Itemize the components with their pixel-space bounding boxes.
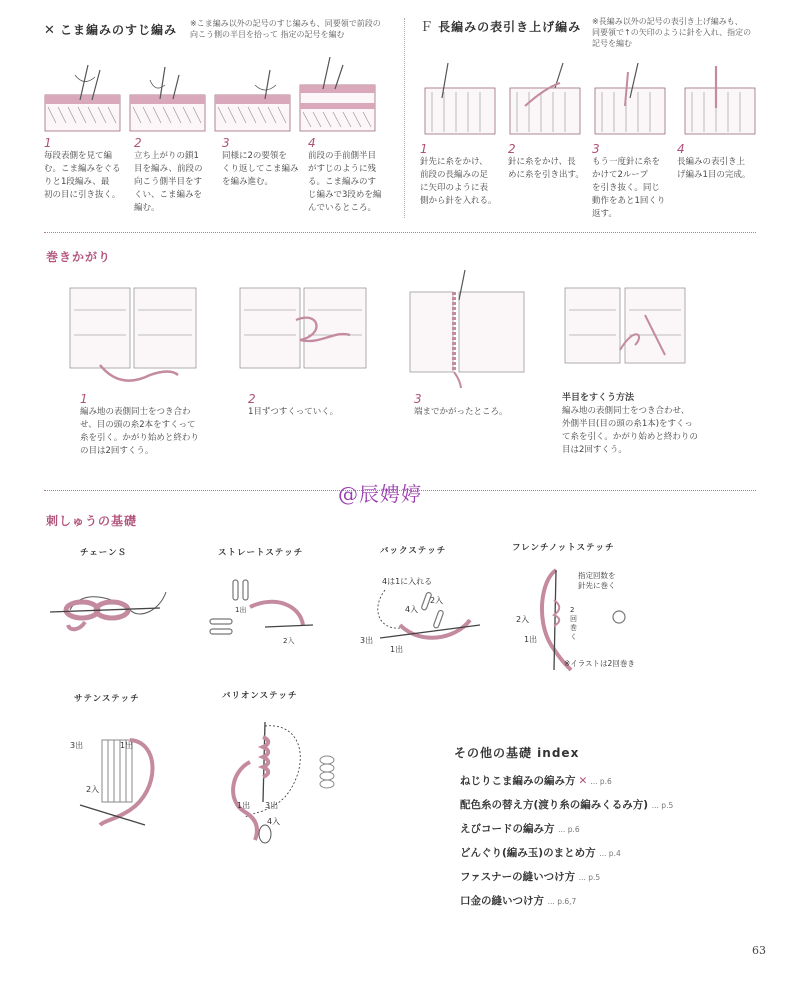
bullion-out3-label: 3出 (265, 801, 279, 810)
back-stitch-illustration (360, 570, 490, 665)
back-in2-label: 2入 (430, 596, 444, 605)
back-out3-label: 3出 (360, 636, 374, 645)
index-box (454, 744, 774, 917)
sec3-step-3: 3 端までかがったところ。 (414, 392, 508, 417)
half-method-title: 半目をすくう方法 (562, 393, 635, 403)
straight-stitch-label: ストレートステッチ (218, 548, 304, 558)
divider-1 (44, 232, 756, 233)
index-item[interactable]: えびコードの編み方 ... p.6 (460, 823, 580, 835)
index-item[interactable]: 口金の縫いつけ方 ... p.6,7 (460, 895, 577, 907)
straight-out1-label: 1出 (235, 606, 247, 614)
watermark-signature: @辰娉婷 (338, 482, 422, 506)
sec3-step-1: 1 編み地の表側同士をつき合わ せ、目の頭の糸2本をすくって 糸を引く。かがり始めと終わり の目は2回すくう。 (80, 392, 199, 456)
sec1-swatch-illustrations (40, 55, 400, 135)
bullion-stitch-illustration (215, 712, 355, 852)
straight-stitch-illustration (205, 575, 315, 655)
index-title: その他の基礎 index (454, 746, 580, 760)
twisted-sc-symbol-icon: ✕ (578, 775, 588, 787)
wrap-count-2: 回 (570, 615, 577, 623)
wrap-count-1: 2 (570, 606, 575, 614)
sec1-step-2: 2 立ち上がりの鎖1 目を編み、前段の 向こう側半目をす くい、こま編みを 編む。 (134, 136, 203, 213)
sec1-step-1: 1 毎段表側を見て編 む。こま編みをぐる りと1段編み、最 初の目に引き抜く。 (44, 136, 121, 200)
sec2-header (420, 16, 581, 35)
satin-stitch-illustration (70, 720, 180, 830)
sec2-swatch-3 (595, 63, 665, 134)
wrap-note-1: 指定回数を (578, 571, 616, 580)
sec1-swatch-1 (45, 65, 120, 131)
sec2-title: 長編みの表引き上げ編み (438, 20, 582, 34)
sec2-swatch-1 (425, 63, 495, 134)
sec2-step-3: 3 もう一度針に糸を かけて2ループ を引き抜く。同じ 動作をあと1回くり 返す。 (592, 142, 666, 219)
back-stitch-note: 4は1に入れる (382, 577, 433, 586)
page-number: 63 (752, 944, 766, 957)
bullion-stitch-label: バリオンステッチ (222, 691, 298, 701)
sec3-step-2: 2 1目ずつすくっていく。 (248, 392, 339, 417)
sec2-swatch-4 (685, 66, 755, 134)
sec1-title: こま編みのすじ編み (60, 23, 178, 37)
index-item[interactable]: 配色糸の替え方(渡り糸の編みくるみ方) ... p.5 (460, 799, 674, 811)
satin-out3-label: 3出 (70, 741, 84, 750)
sec2-step-2: 2 針に糸をかけ、長 めに糸を引き出す。 (508, 142, 584, 180)
back-out1-label: 1出 (390, 645, 404, 654)
sec2-swatch-illustrations (420, 58, 780, 138)
back-stitch-label: バックステッチ (380, 546, 447, 556)
french-in2-label: 2入 (516, 615, 530, 624)
front-post-dc-symbol-icon: Ｆ (420, 20, 434, 35)
straight-in2-label: 2入 (283, 637, 295, 645)
bullion-result-icon (320, 756, 334, 788)
wrap-count-4: く (570, 633, 577, 641)
wrap-note-2: 針先に巻く (578, 581, 616, 590)
index-item[interactable]: ねじりこま編みの編み方 ✕ ... p.6 (460, 775, 612, 787)
sec3-title: 巻きかがり (46, 250, 112, 264)
sec1-swatch-3 (215, 70, 290, 131)
satin-stitch-label: サテンステッチ (74, 694, 140, 704)
single-crochet-symbol-icon: ✕ (44, 23, 55, 38)
chain-stitch-illustration (40, 570, 180, 650)
sec1-header (44, 19, 177, 38)
sec1-note: ※こま編み以外の記号のすじ編みも、同要領で前段の 向こう側の半目を拾って 指定の記号を編む (190, 19, 381, 39)
chain-stitch-label: チェーンＳ (80, 548, 128, 558)
index-item[interactable]: ファスナーの縫いつけ方 ... p.5 (460, 871, 601, 883)
illust-note: ※イラストは2回巻き (564, 659, 635, 668)
satin-out1-label: 1出 (120, 741, 134, 750)
french-knot-illustration (516, 560, 686, 680)
satin-in2-label: 2入 (86, 785, 100, 794)
sec3-swatch-half (565, 288, 685, 363)
sec1-step-4: 4 前段の手前側半目 がすじのように残 る。こま編みのす じ編みで3段めを編 んでいるところ。 (308, 136, 382, 213)
french-out1-label: 1出 (524, 635, 538, 644)
sec3-swatch-illustrations (60, 280, 780, 390)
sec1-swatch-4 (300, 57, 375, 131)
bullion-in4-label: 4入 (267, 817, 281, 826)
sec3-half-method: 半目をすくう方法 編み地の表側同士をつき合わせ、 外側半目(目の頭の糸1本)をすくっ て糸を引く。かがり始めと終わりの 目は2回すくう。 (562, 392, 732, 457)
french-knot-label: フレンチノットステッチ (512, 543, 615, 553)
back-in4-label: 4入 (405, 605, 419, 614)
sec3-swatch-1 (70, 288, 196, 381)
bullion-out1-label: 1出 (237, 801, 251, 810)
sec2-note: ※長編み以外の記号の表引き上げ編みも、 同要領で↑の矢印のように針を入れ、指定の 記号を編む (592, 17, 752, 48)
section-divider-vertical (404, 18, 405, 218)
sec3-swatch-3 (410, 270, 524, 388)
sec2-swatch-2 (510, 63, 580, 134)
sec1-step-3: 3 同様に2の要領を くり返してこま編み を編み進む。 (222, 136, 299, 187)
sec2-step-1: 1 針先に糸をかけ、 前段の長編みの足 に矢印のように表 側から針を入れる。 (420, 142, 497, 206)
wrap-count-3: 巻 (570, 624, 577, 632)
sec1-swatch-2 (130, 67, 205, 131)
sec4-title: 刺しゅうの基礎 (46, 514, 138, 528)
index-item[interactable]: どんぐり(編み玉)のまとめ方 ... p.4 (460, 847, 621, 859)
sec3-swatch-2 (240, 288, 366, 368)
sec2-step-4: 4 長編みの表引き上 げ編み1目の完成。 (677, 142, 751, 180)
knot-result-icon (613, 611, 625, 623)
